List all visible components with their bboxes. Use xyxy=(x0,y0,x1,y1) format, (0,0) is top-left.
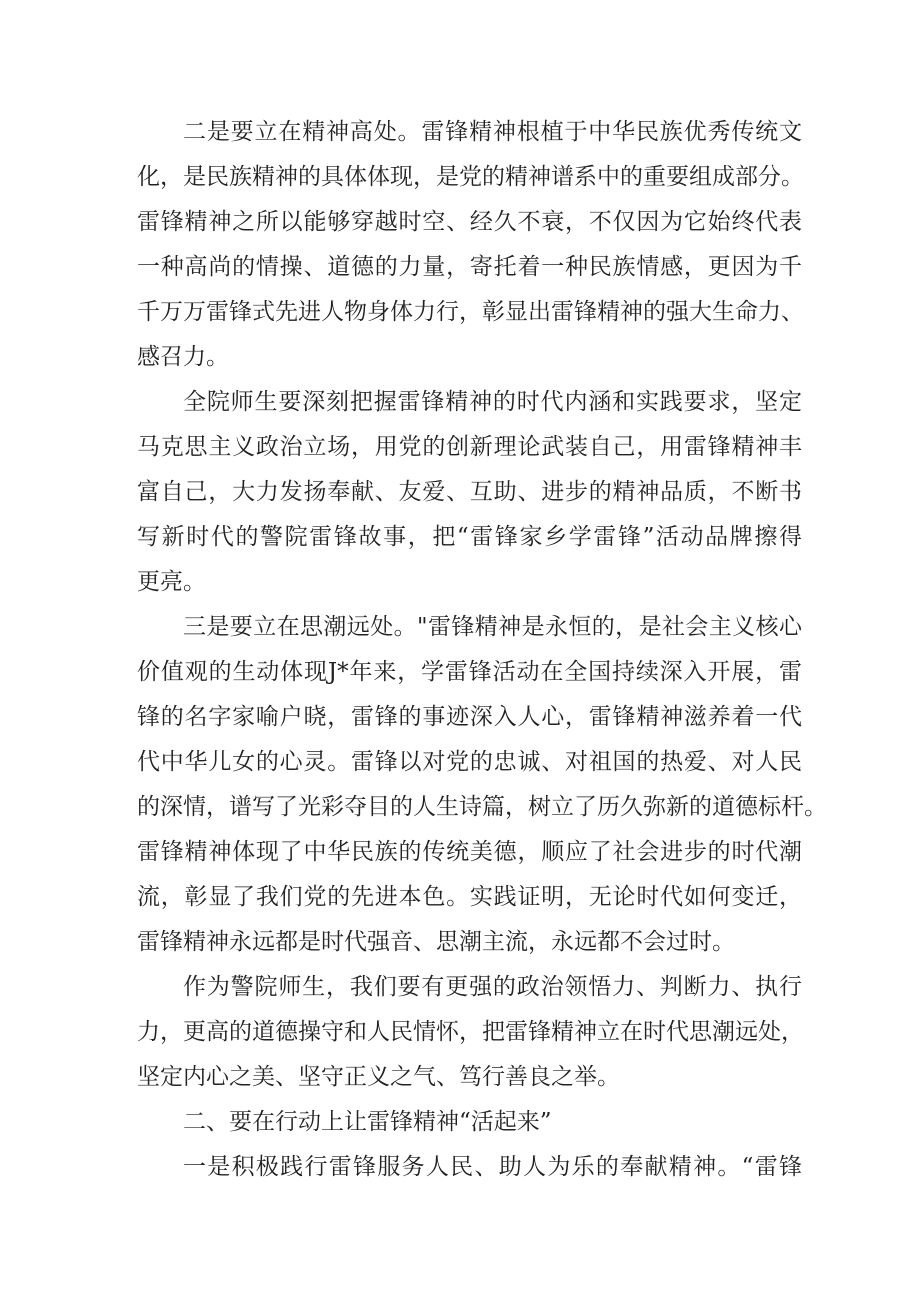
paragraph-line: 全院师生要深刻把握雷锋精神的时代内涵和实践要求，坚定 xyxy=(183,389,802,415)
paragraph-line: 千万万雷锋式先进人物身体力行，彰显出雷锋精神的强大生命力、 xyxy=(137,299,804,325)
paragraph-line: 马克思主义政治立场，用党的创新理论武装自己，用雷锋精神丰 xyxy=(137,434,802,460)
paragraph-line: 的深情，谱写了光彩夺目的人生诗篇，树立了历久弥新的道德标杆。 xyxy=(137,794,827,820)
paragraph-line: 坚定内心之美、坚守正义之气、笃行善良之举。 xyxy=(137,1064,620,1090)
paragraph-line: 感召力。 xyxy=(137,344,229,370)
paragraph-line: 更亮。 xyxy=(137,569,206,595)
paragraph-line: 一种高尚的情操、道德的力量，寄托着一种民族情感，更因为千 xyxy=(137,254,802,280)
paragraph-line: 力，更高的道德操守和人民情怀，把雷锋精神立在时代思潮远处， xyxy=(137,1019,804,1045)
paragraph-line: 代中华儿女的心灵。雷锋以对党的忠诚、对祖国的热爱、对人民 xyxy=(137,749,802,775)
paragraph-line: 三是要立在思潮远处。"雷锋精神是永恒的，是社会主义核心 xyxy=(183,614,802,640)
paragraph-line: 雷锋精神永远都是时代强音、思潮主流，永远都不会过时。 xyxy=(137,929,735,955)
paragraph-line: 锋的名字家喻户晓，雷锋的事迹深入人心，雷锋精神滋养着一代 xyxy=(137,704,802,730)
paragraph-line: 写新时代的警院雷锋故事，把“雷锋家乡学雷锋”活动品牌擦得 xyxy=(137,524,802,550)
paragraph-line: 流，彰显了我们党的先进本色。实践证明，无论时代如何变迁， xyxy=(137,884,802,910)
paragraph-line: 富自己，大力发扬奉献、友爱、互助、进步的精神品质，不断书 xyxy=(137,479,802,505)
paragraph-line: 雷锋精神之所以能够穿越时空、经久不衰，不仅因为它始终代表 xyxy=(137,209,802,235)
paragraph-line: 价值观的生动体现J*年来，学雷锋活动在全国持续深入开展，雷 xyxy=(137,659,802,685)
section-heading: 二、要在行动上让雷锋精神“活起来” xyxy=(183,1109,552,1135)
paragraph-line: 一是积极践行雷锋服务人民、助人为乐的奉献精神。“雷锋 xyxy=(183,1154,802,1180)
paragraph-line: 雷锋精神体现了中华民族的传统美德，顺应了社会进步的时代潮 xyxy=(137,839,802,865)
paragraph-line: 化，是民族精神的具体体现，是党的精神谱系中的重要组成部分。 xyxy=(137,164,804,190)
paragraph-line: 作为警院师生，我们要有更强的政治领悟力、判断力、执行 xyxy=(183,974,802,1000)
paragraph-line: 二是要立在精神高处。雷锋精神根植于中华民族优秀传统文 xyxy=(183,119,802,145)
